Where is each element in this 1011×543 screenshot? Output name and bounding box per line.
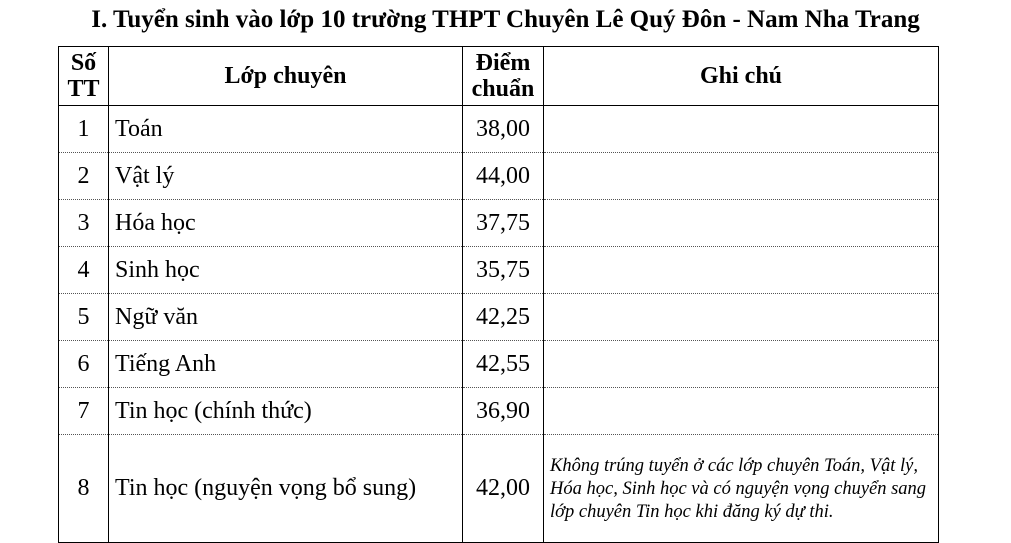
header-class: Lớp chuyên [109,47,463,106]
row-note: Không trúng tuyển ở các lớp chuyên Toán, Vật lý, Hóa học, Sinh học và có nguyện vọng chuyển sang lớp chuyên Tin học khi đăng ký dự thi. [544,435,939,543]
row-stt: 2 [59,153,109,200]
row-note [544,106,939,153]
row-score: 42,25 [463,294,544,341]
row-score: 42,55 [463,341,544,388]
row-class: Vật lý [109,153,463,200]
row-class: Hóa học [109,200,463,247]
header-score-line1: Điểm [475,50,531,76]
header-note: Ghi chú [544,47,939,106]
row-note [544,247,939,294]
row-score: 35,75 [463,247,544,294]
row-class: Tin học (chính thức) [109,388,463,435]
row-class: Ngữ văn [109,294,463,341]
table-row [59,435,939,543]
row-note [544,294,939,341]
header-score [463,47,544,106]
table-row [59,153,939,200]
row-stt: 5 [59,294,109,341]
table-row [59,341,939,388]
row-stt: 3 [59,200,109,247]
header-score-line2: chuẩn [471,76,535,102]
table-row [59,294,939,341]
row-score: 37,75 [463,200,544,247]
page-title: I. Tuyển sinh vào lớp 10 trường THPT Chuyên Lê Quý Đôn - Nam Nha Trang [91,6,920,33]
row-class: Tiếng Anh [109,341,463,388]
row-note [544,341,939,388]
row-class: Toán [109,106,463,153]
row-stt: 4 [59,247,109,294]
row-stt: 8 [59,435,109,543]
table-row [59,200,939,247]
header-stt-line1: Số [70,50,97,76]
header-stt-line2: TT [67,76,100,102]
table-row [59,106,939,153]
row-note [544,200,939,247]
row-class: Sinh học [109,247,463,294]
row-score: 44,00 [463,153,544,200]
row-note [544,153,939,200]
row-class: Tin học (nguyện vọng bổ sung) [109,435,463,543]
table-header-row [59,47,939,106]
row-stt: 6 [59,341,109,388]
row-score: 38,00 [463,106,544,153]
header-stt [59,47,109,106]
row-note [544,388,939,435]
row-stt: 7 [59,388,109,435]
row-stt: 1 [59,106,109,153]
table-row [59,388,939,435]
row-score: 42,00 [463,435,544,543]
table-row [59,247,939,294]
admission-score-table [58,46,939,543]
row-score: 36,90 [463,388,544,435]
